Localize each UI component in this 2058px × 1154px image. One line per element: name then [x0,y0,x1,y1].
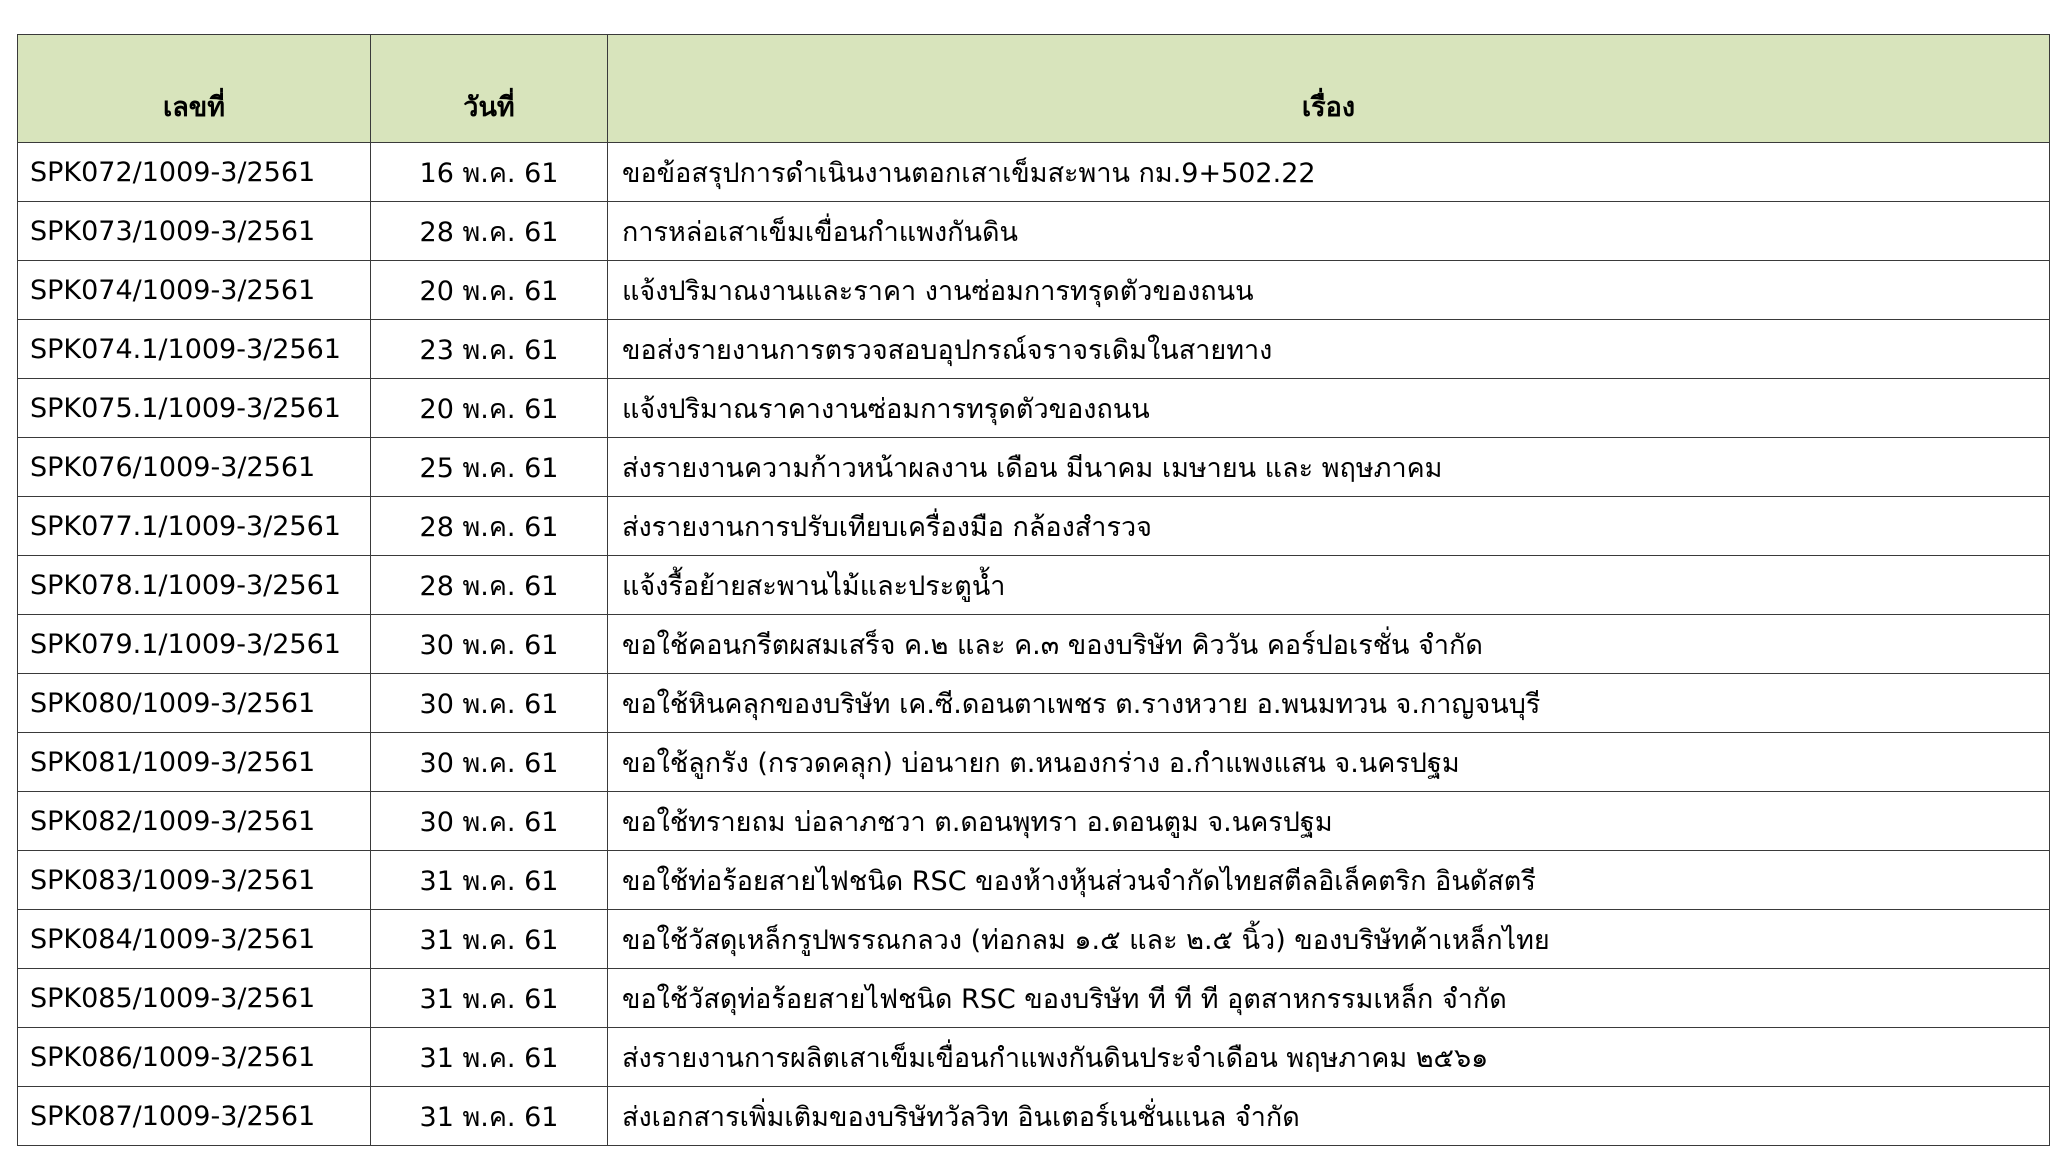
table-row [18,1087,2050,1146]
cell-date: 16 พ.ค. 61 [371,143,608,202]
cell-date: 31 พ.ค. 61 [371,910,608,969]
table-row [18,497,2050,556]
table-row [18,202,2050,261]
cell-subject: ขอใช้ท่อร้อยสายไฟชนิด RSC ของห้างหุ้นส่วนจำกัดไทยสตีลอิเล็คตริก อินดัสตรี [608,851,2050,910]
header-date: วันที่ [371,35,608,143]
table-row [18,733,2050,792]
cell-subject: ขอใช้ทรายถม บ่อลาภชวา ต.ดอนพุทรา อ.ดอนตูม จ.นครปฐม [608,792,2050,851]
cell-date: 31 พ.ค. 61 [371,1028,608,1087]
table-row [18,792,2050,851]
cell-date: 30 พ.ค. 61 [371,792,608,851]
cell-number: SPK082/1009-3/2561 [18,792,371,851]
cell-number: SPK086/1009-3/2561 [18,1028,371,1087]
cell-date: 25 พ.ค. 61 [371,438,608,497]
letter-register-table [17,34,2050,1146]
cell-number: SPK085/1009-3/2561 [18,969,371,1028]
cell-subject: ขอข้อสรุปการดำเนินงานตอกเสาเข็มสะพาน กม.9+502.22 [608,143,2050,202]
table-row [18,320,2050,379]
table-row [18,615,2050,674]
cell-subject: การหล่อเสาเข็มเขื่อนกำแพงกันดิน [608,202,2050,261]
cell-date: 20 พ.ค. 61 [371,379,608,438]
cell-number: SPK073/1009-3/2561 [18,202,371,261]
cell-number: SPK080/1009-3/2561 [18,674,371,733]
cell-subject: แจ้งปริมาณราคางานซ่อมการทรุดตัวของถนน [608,379,2050,438]
table-row [18,379,2050,438]
cell-date: 30 พ.ค. 61 [371,733,608,792]
cell-date: 28 พ.ค. 61 [371,202,608,261]
cell-date: 23 พ.ค. 61 [371,320,608,379]
table-row [18,438,2050,497]
cell-subject: ขอใช้วัสดุท่อร้อยสายไฟชนิด RSC ของบริษัท ที ที ที อุตสาหกรรมเหล็ก จำกัด [608,969,2050,1028]
cell-subject: ขอใช้คอนกรีตผสมเสร็จ ค.๒ และ ค.๓ ของบริษัท คิววัน คอร์ปอเรชั่น จำกัด [608,615,2050,674]
table-row [18,969,2050,1028]
cell-date: 31 พ.ค. 61 [371,969,608,1028]
cell-date: 31 พ.ค. 61 [371,1087,608,1146]
table-row [18,674,2050,733]
cell-subject: ส่งเอกสารเพิ่มเติมของบริษัทวัลวิท อินเตอร์เนชั่นแนล จำกัด [608,1087,2050,1146]
header-row [18,35,2050,143]
cell-number: SPK078.1/1009-3/2561 [18,556,371,615]
table-body [18,143,2050,1146]
cell-number: SPK075.1/1009-3/2561 [18,379,371,438]
header-subject: เรื่อง [608,35,2050,143]
cell-number: SPK072/1009-3/2561 [18,143,371,202]
table-row [18,143,2050,202]
cell-subject: ส่งรายงานความก้าวหน้าผลงาน เดือน มีนาคม เมษายน และ พฤษภาคม [608,438,2050,497]
cell-number: SPK076/1009-3/2561 [18,438,371,497]
cell-subject: ส่งรายงานการผลิตเสาเข็มเขื่อนกำแพงกันดินประจำเดือน พฤษภาคม ๒๕๖๑ [608,1028,2050,1087]
cell-number: SPK074.1/1009-3/2561 [18,320,371,379]
cell-number: SPK084/1009-3/2561 [18,910,371,969]
cell-date: 31 พ.ค. 61 [371,851,608,910]
cell-subject: แจ้งรื้อย้ายสะพานไม้และประตูน้ำ [608,556,2050,615]
table-row [18,556,2050,615]
table-row [18,1028,2050,1087]
cell-date: 20 พ.ค. 61 [371,261,608,320]
cell-date: 30 พ.ค. 61 [371,674,608,733]
letter-register-sheet [17,34,2049,1146]
table-row [18,261,2050,320]
cell-number: SPK087/1009-3/2561 [18,1087,371,1146]
table-row [18,910,2050,969]
cell-number: SPK079.1/1009-3/2561 [18,615,371,674]
cell-number: SPK074/1009-3/2561 [18,261,371,320]
cell-subject: แจ้งปริมาณงานและราคา งานซ่อมการทรุดตัวของถนน [608,261,2050,320]
cell-date: 28 พ.ค. 61 [371,497,608,556]
cell-date: 28 พ.ค. 61 [371,556,608,615]
cell-number: SPK081/1009-3/2561 [18,733,371,792]
header-number: เลขที่ [18,35,371,143]
cell-number: SPK077.1/1009-3/2561 [18,497,371,556]
cell-subject: ขอใช้วัสดุเหล็กรูปพรรณกลวง (ท่อกลม ๑.๕ และ ๒.๕ นิ้ว) ของบริษัทค้าเหล็กไทย [608,910,2050,969]
cell-subject: ขอใช้ลูกรัง (กรวดคลุก) บ่อนายก ต.หนองกร่าง อ.กำแพงแสน จ.นครปฐม [608,733,2050,792]
cell-subject: ขอใช้หินคลุกของบริษัท เค.ซี.ดอนตาเพชร ต.รางหวาย อ.พนมทวน จ.กาญจนบุรี [608,674,2050,733]
table-row [18,851,2050,910]
cell-number: SPK083/1009-3/2561 [18,851,371,910]
cell-date: 30 พ.ค. 61 [371,615,608,674]
cell-subject: ส่งรายงานการปรับเทียบเครื่องมือ กล้องสำรวจ [608,497,2050,556]
cell-subject: ขอส่งรายงานการตรวจสอบอุปกรณ์จราจรเดิมในสายทาง [608,320,2050,379]
